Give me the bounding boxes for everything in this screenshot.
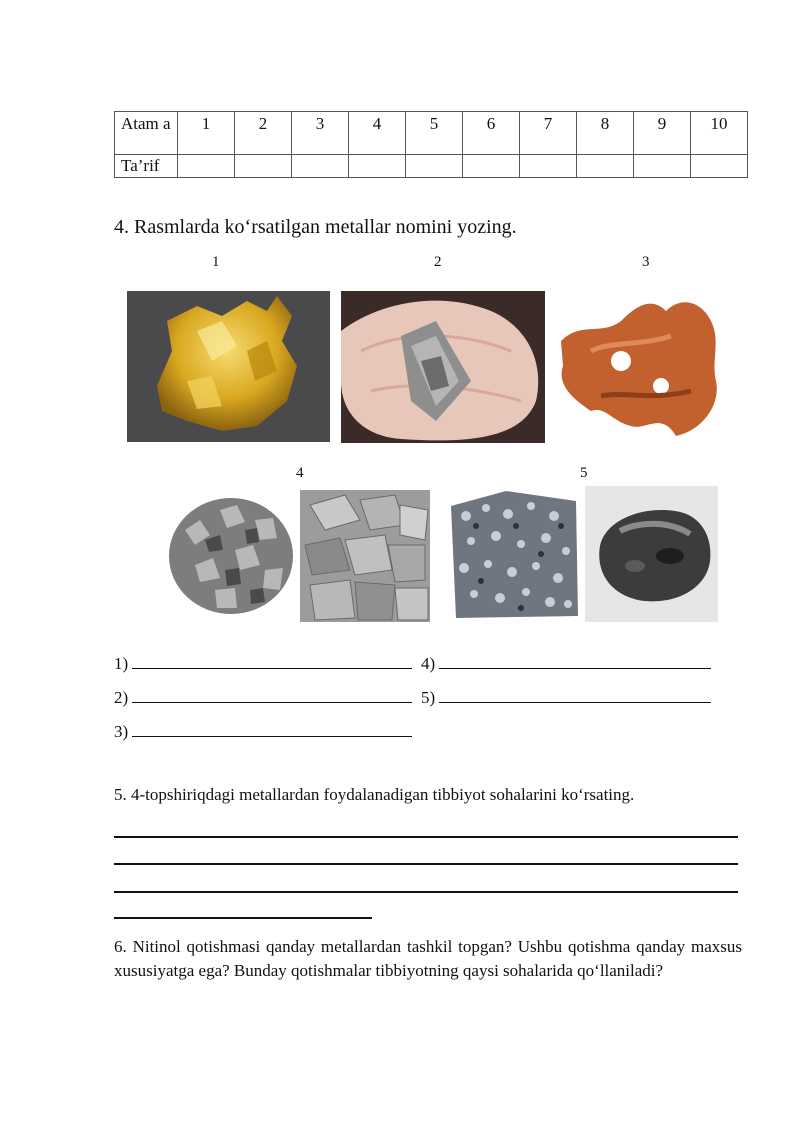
- dark-metal-lump-photo: [585, 486, 718, 622]
- answer-label-4: 4): [421, 654, 436, 673]
- table-cell-empty[interactable]: [577, 155, 634, 178]
- question-5: 5. 4-topshiriqdagi metallardan foydalanadigan tibbiyot sohalarini ko‘rsating.: [114, 785, 635, 804]
- metal-cubes-photo: [300, 490, 430, 622]
- answer-line-1[interactable]: [114, 654, 412, 674]
- table-cell-empty[interactable]: [349, 155, 406, 178]
- table-cell: 7: [520, 112, 577, 155]
- question-6: 6. Nitinol qotishmasi qanday metallardan tashkil topgan? Ushbu qotishma qanday maxsus xususiyatga ega? Bunday qotishmalar tibbiyotning qaysi sohalarida qo‘llaniladi?: [114, 937, 742, 980]
- table-cell: 10: [691, 112, 748, 155]
- answer-line-5[interactable]: [421, 688, 711, 708]
- writing-line[interactable]: [114, 917, 372, 919]
- answer-blank[interactable]: [132, 688, 412, 703]
- table-cell-empty[interactable]: [235, 155, 292, 178]
- table-cell: 1: [178, 112, 235, 155]
- photo-label-1: 1: [212, 254, 220, 270]
- photo-label-5: 5: [580, 465, 588, 481]
- table-row: [115, 112, 748, 155]
- writing-line[interactable]: [114, 891, 738, 893]
- table-cell-empty[interactable]: [520, 155, 577, 178]
- table-cell: 5: [406, 112, 463, 155]
- photo-label-4: 4: [296, 465, 304, 481]
- table-cell: 6: [463, 112, 520, 155]
- table-cell-empty[interactable]: [406, 155, 463, 178]
- answer-line-4[interactable]: [421, 654, 711, 674]
- table-cell: 8: [577, 112, 634, 155]
- table-cell-empty[interactable]: [463, 155, 520, 178]
- answer-table: [114, 111, 748, 178]
- writing-line[interactable]: [114, 836, 738, 838]
- gold-nugget-photo: [127, 291, 330, 442]
- table-cell: 4: [349, 112, 406, 155]
- answer-line-2[interactable]: [114, 688, 412, 708]
- answer-blank[interactable]: [439, 654, 711, 669]
- copper-photo: [551, 291, 726, 443]
- table-cell-empty[interactable]: [691, 155, 748, 178]
- answer-line-3[interactable]: [114, 722, 412, 742]
- granular-metal-photo: [446, 486, 581, 622]
- metal-in-hand-photo: [341, 291, 545, 443]
- silver-crystals-photo: [165, 490, 298, 622]
- photo-label-3: 3: [642, 254, 650, 270]
- writing-line[interactable]: [114, 863, 738, 865]
- table-cell: 2: [235, 112, 292, 155]
- row-header-atama: Atam a: [115, 112, 178, 155]
- answer-label-2: 2): [114, 688, 129, 707]
- table-cell-empty[interactable]: [178, 155, 235, 178]
- answer-blank[interactable]: [132, 654, 412, 669]
- row-header-tarif: Ta’rif: [115, 155, 178, 178]
- answer-label-3: 3): [114, 722, 129, 741]
- table-cell-empty[interactable]: [292, 155, 349, 178]
- answer-blank[interactable]: [132, 722, 412, 737]
- photo-label-2: 2: [434, 254, 442, 270]
- table-cell-empty[interactable]: [634, 155, 691, 178]
- table-cell: 9: [634, 112, 691, 155]
- answer-label-1: 1): [114, 654, 129, 673]
- answer-label-5: 5): [421, 688, 436, 707]
- question-4: 4. Rasmlarda ko‘rsatilgan metallar nomini yozing.: [114, 216, 517, 238]
- table-cell: 3: [292, 112, 349, 155]
- answer-blank[interactable]: [439, 688, 711, 703]
- table-row: [115, 155, 748, 178]
